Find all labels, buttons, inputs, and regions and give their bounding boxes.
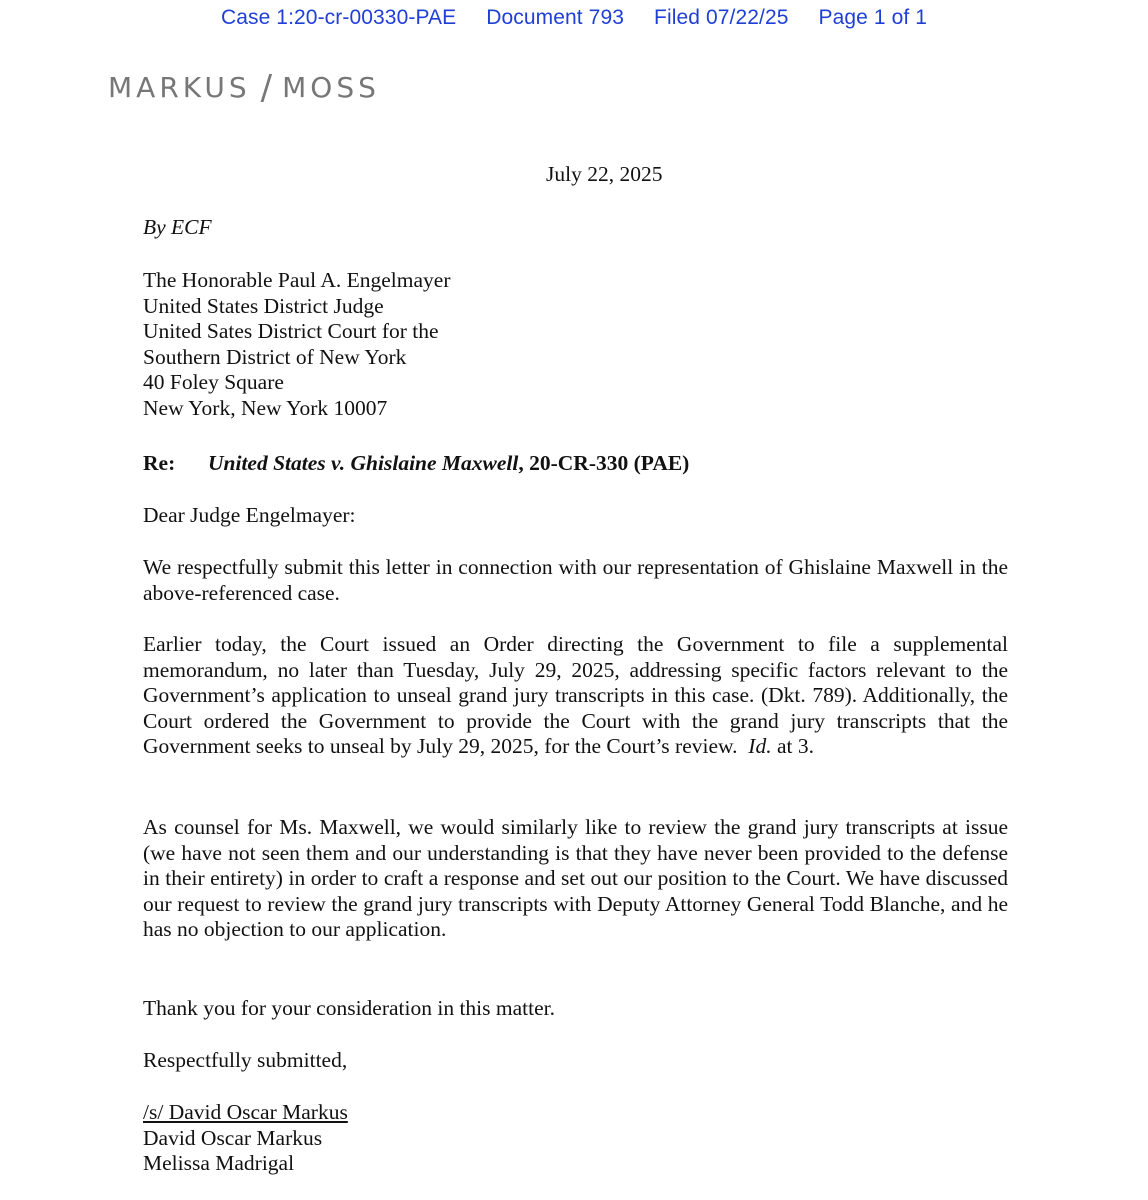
electronic-signature: /s/ David Oscar Markus [143,1100,348,1124]
delivery-method: By ECF [143,215,212,239]
address-line: United States District Judge [143,293,384,318]
paragraph-court-order [143,632,1008,760]
re-case-title: United States v. Ghislaine Maxwell [208,451,519,475]
re-label: Re: [143,451,176,475]
letterhead-slash: / [260,68,273,108]
address-line: The Honorable Paul A. Engelmayer [143,268,451,292]
re-case [208,451,689,477]
address-line: 40 Foley Square [143,370,284,394]
re-case-number: , 20-CR-330 (PAE) [518,451,690,475]
letterhead-right: MOSS [282,71,380,104]
re-line [143,451,1008,477]
letter-date: July 22, 2025 [546,162,663,186]
closing: Respectfully submitted, [143,1048,348,1072]
page-indicator: Page 1 of 1 [818,6,928,29]
recipient-address [143,268,1008,421]
citation-id: Id. [748,734,772,758]
citation-pin: at 3. [771,734,814,758]
document-number: Document 793 [486,6,625,29]
case-number: Case 1:20-cr-00330-PAE [220,6,457,29]
ecf-header-stamp [0,6,1148,30]
signer-name: David Oscar Markus [143,1125,323,1150]
address-line: United Sates District Court for the [143,319,439,343]
salutation: Dear Judge Engelmayer: [143,503,356,527]
paragraph-request: As counsel for Ms. Maxwell, we would similarly like to review the grand jury transcripts at issue (we have not seen them and our understanding is that they have never been provided to the defense in their entirety) in order to craft a response and set out our position to the Court. We have discussed our request to review the grand jury transcripts with Deputy Attorney General Todd Blanche, and he has no objection to our application. [143,815,1008,941]
address-line: Southern District of New York [143,344,407,369]
signer-name: Melissa Madrigal [143,1151,295,1175]
signature-block [143,1100,1008,1177]
paragraph-intro: We respectfully submit this letter in connection with our representation of Ghislaine Maxwell in the above-referenced case. [143,555,1008,605]
paragraph-court-order-text: Earlier today, the Court issued an Order directing the Government to file a supplemental memorandum, no later than Tuesday, July 29, 2025, addressing specific factors relevant to the Government’s application to unseal grand jury transcripts in this case. (Dkt. 789). Additionally, the Court ordered the Government to provide the Court with the grand jury transcripts that the Government seeks to unseal by July 29, 2025, for the Court’s review. [143,632,1008,758]
firm-letterhead-logo [108,66,380,106]
paragraph-thanks: Thank you for your consideration in this matter. [143,996,555,1020]
address-line: New York, New York 10007 [143,395,388,420]
filed-date: Filed 07/22/25 [654,6,789,29]
letterhead-left: MARKUS [108,71,251,104]
